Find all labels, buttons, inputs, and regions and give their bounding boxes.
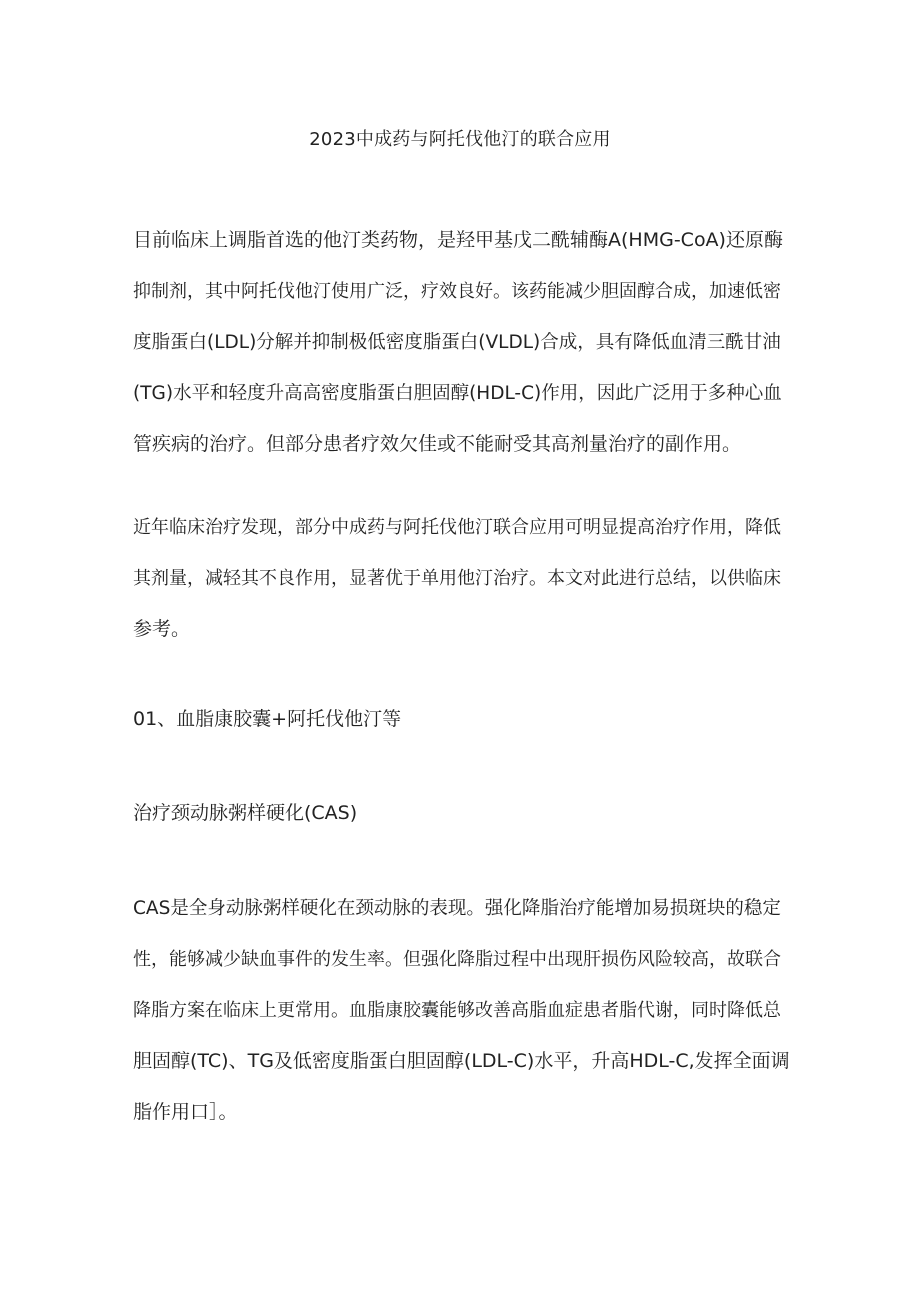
summary-paragraph (133, 502, 795, 655)
text-line: 胆固醇(TC)、TG及低密度脂蛋白胆固醇(LDL-C)水平，升高HDL-C,发挥全面调 (133, 1050, 790, 1072)
text-line: 降脂方案在临床上更常用。血脂康胶囊能够改善高脂血症患者脂代谢，同时降低总 (133, 1000, 781, 1021)
text-line: CAS是全身动脉粥样硬化在颈动脉的表现。强化降脂治疗能增加易损斑块的稳定 (133, 898, 781, 919)
document-title: 2023中成药与阿托伐他汀的联合应用 (309, 129, 611, 150)
text-line: 近年临床治疗发现，部分中成药与阿托伐他汀联合应用可明显提高治疗作用，降低 (133, 517, 781, 538)
subheading (133, 788, 795, 839)
cas-paragraph (133, 883, 795, 1138)
text-line: 脂作用口］。 (133, 1101, 238, 1123)
section-heading-text: 01、血脂康胶囊+阿托伐他汀等 (133, 708, 402, 730)
text-line: 管疾病的治疗。但部分患者疗效欠佳或不能耐受其高剂量治疗的副作用。 (133, 433, 742, 455)
section-heading (133, 694, 795, 745)
text-line: 抑制剂，其中阿托伐他汀使用广泛，疗效良好。该药能减少胆固醇合成，加速低密 (133, 281, 781, 302)
subheading-text: 治疗颈动脉粥样硬化(CAS) (133, 802, 358, 824)
text-line: 性，能够减少缺血事件的发生率。但强化降脂过程中出现肝损伤风险较高，故联合 (133, 949, 781, 970)
text-line: 度脂蛋白(LDL)分解并抑制极低密度脂蛋白(VLDL)合成，具有降低血清三酰甘油 (133, 332, 781, 353)
text-line: 参考。 (133, 618, 191, 640)
text-line: (TG)水平和轻度升高高密度脂蛋白胆固醇(HDL-C)作用，因此广泛用于多种心血 (133, 383, 782, 404)
text-line: 其剂量，减轻其不良作用，显著优于单用他汀治疗。本文对此进行总结，以供临床 (133, 568, 781, 589)
intro-paragraph (133, 215, 795, 470)
text-line: 目前临床上调脂首选的他汀类药物，是羟甲基戊二酰辅酶A(HMG-CoA)还原酶 (133, 229, 783, 251)
